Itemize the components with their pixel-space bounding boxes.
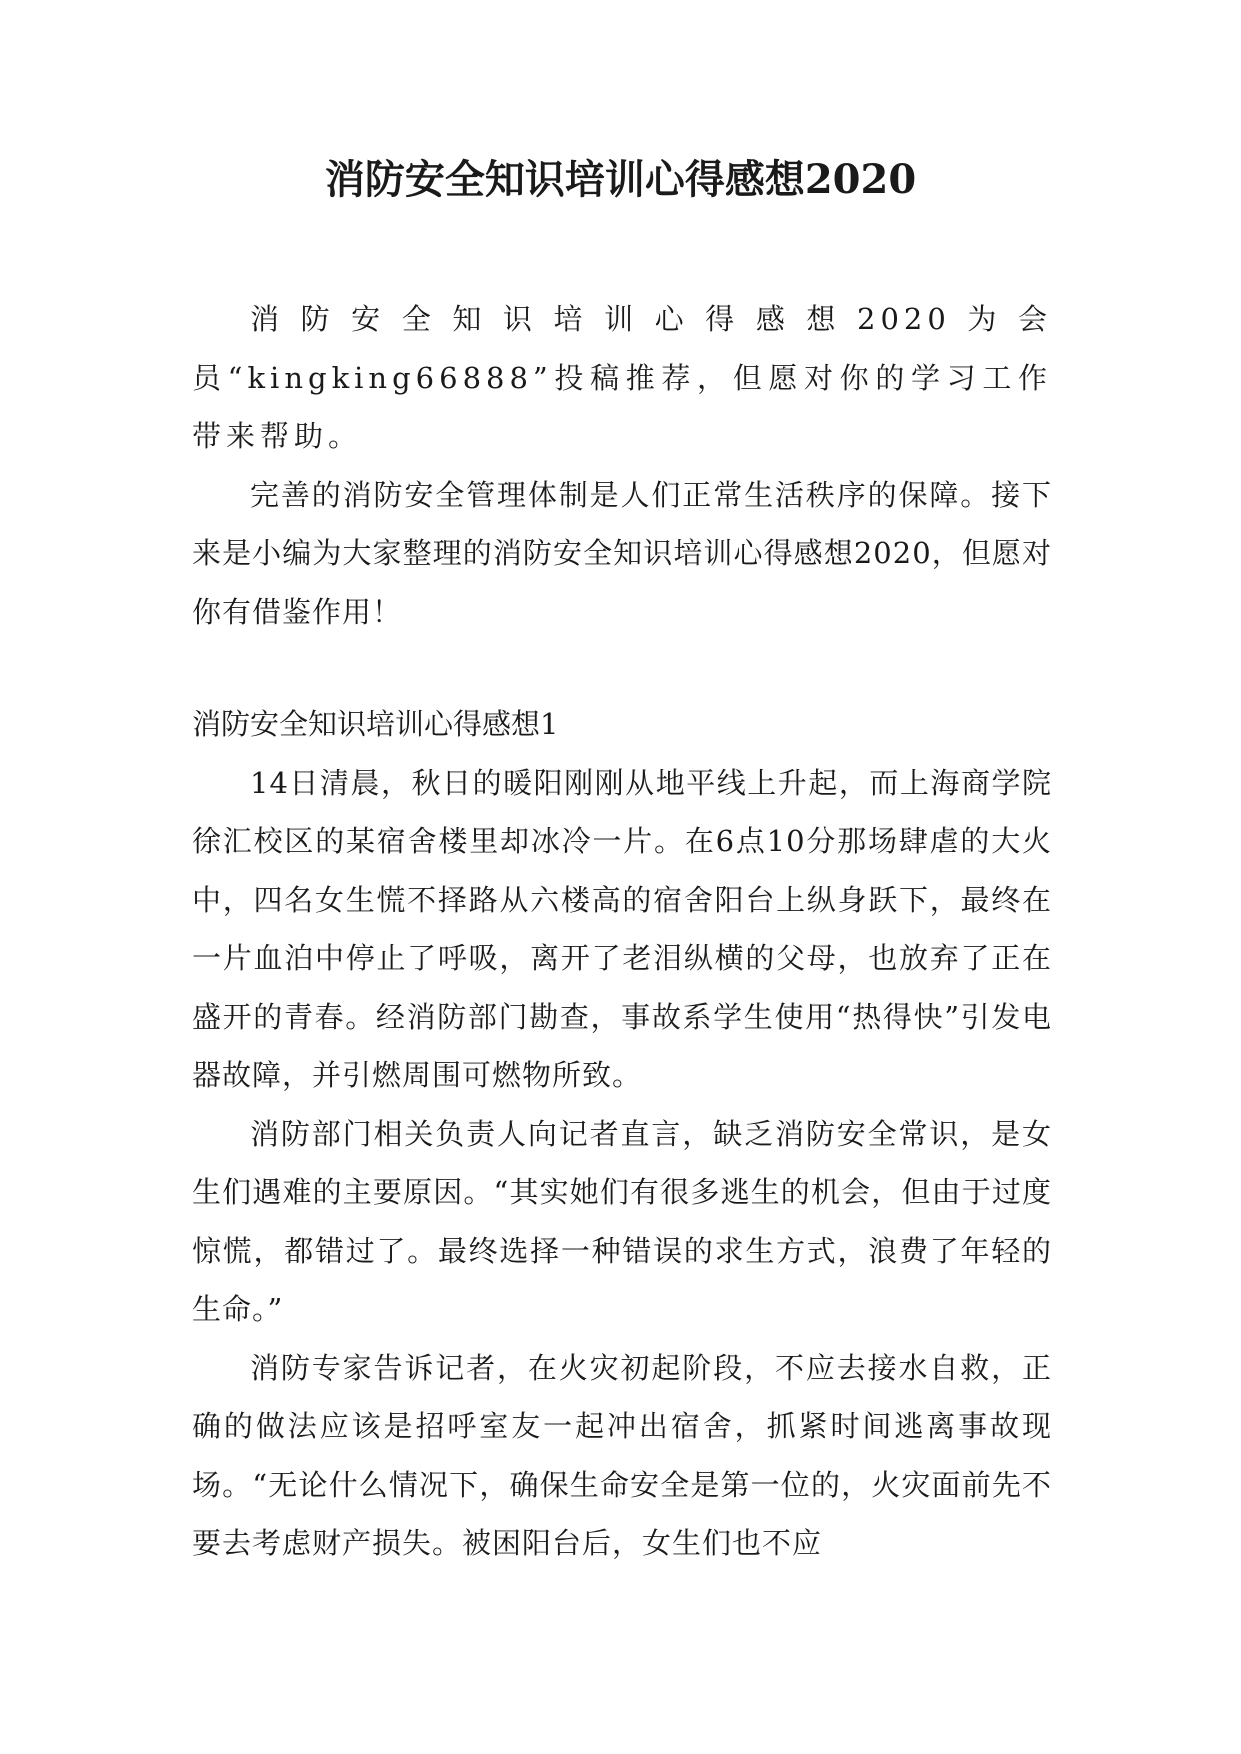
section-heading: 消防安全知识培训心得感想1 <box>192 707 559 741</box>
section-paragraph-3: 消防专家告诉记者，在火灾初起阶段，不应去接水自救，正确的做法应该是招呼室友一起冲出宿舍，抓紧时间逃离事故现场。“无论什么情况下，确保生命安全是第一位的，火灾面前先不要去考虑财产损失。被困阳台后，女生们也不应 <box>192 1350 1052 1560</box>
document-body <box>192 290 1052 1573</box>
section-paragraph-2: 消防部门相关负责人向记者直言，缺乏消防安全常识，是女生们遇难的主要原因。“其实她们有很多逃生的机会，但由于过度惊慌，都错过了。最终选择一种错误的求生方式，浪费了年轻的生命。” <box>192 1116 1052 1326</box>
summary-paragraph: 完善的消防安全管理体制是人们正常生活秩序的保障。接下来是小编为大家整理的消防安全知识培训心得感想2020，但愿对你有借鉴作用！ <box>192 477 1052 629</box>
intro-paragraph: 消防安全知识培训心得感想2020为会员“kingking66888”投稿推荐，但愿对你的学习工作带来帮助。 <box>192 302 1052 453</box>
section-paragraph-1: 14日清晨，秋日的暖阳刚刚从地平线上升起，而上海商学院徐汇校区的某宿舍楼里却冰冷一片。在6点10分那场肆虐的大火中，四名女生慌不择路从六楼高的宿舍阳台上纵身跃下，最终在一片血泊中停止了呼吸，离开了老泪纵横的父母，也放弃了正在盛开的青春。经消防部门勘查，事故系学生使用“热得快”引发电器故障，并引燃周围可燃物所致。 <box>192 765 1052 1092</box>
document-title: 消防安全知识培训心得感想2020 <box>324 156 917 203</box>
